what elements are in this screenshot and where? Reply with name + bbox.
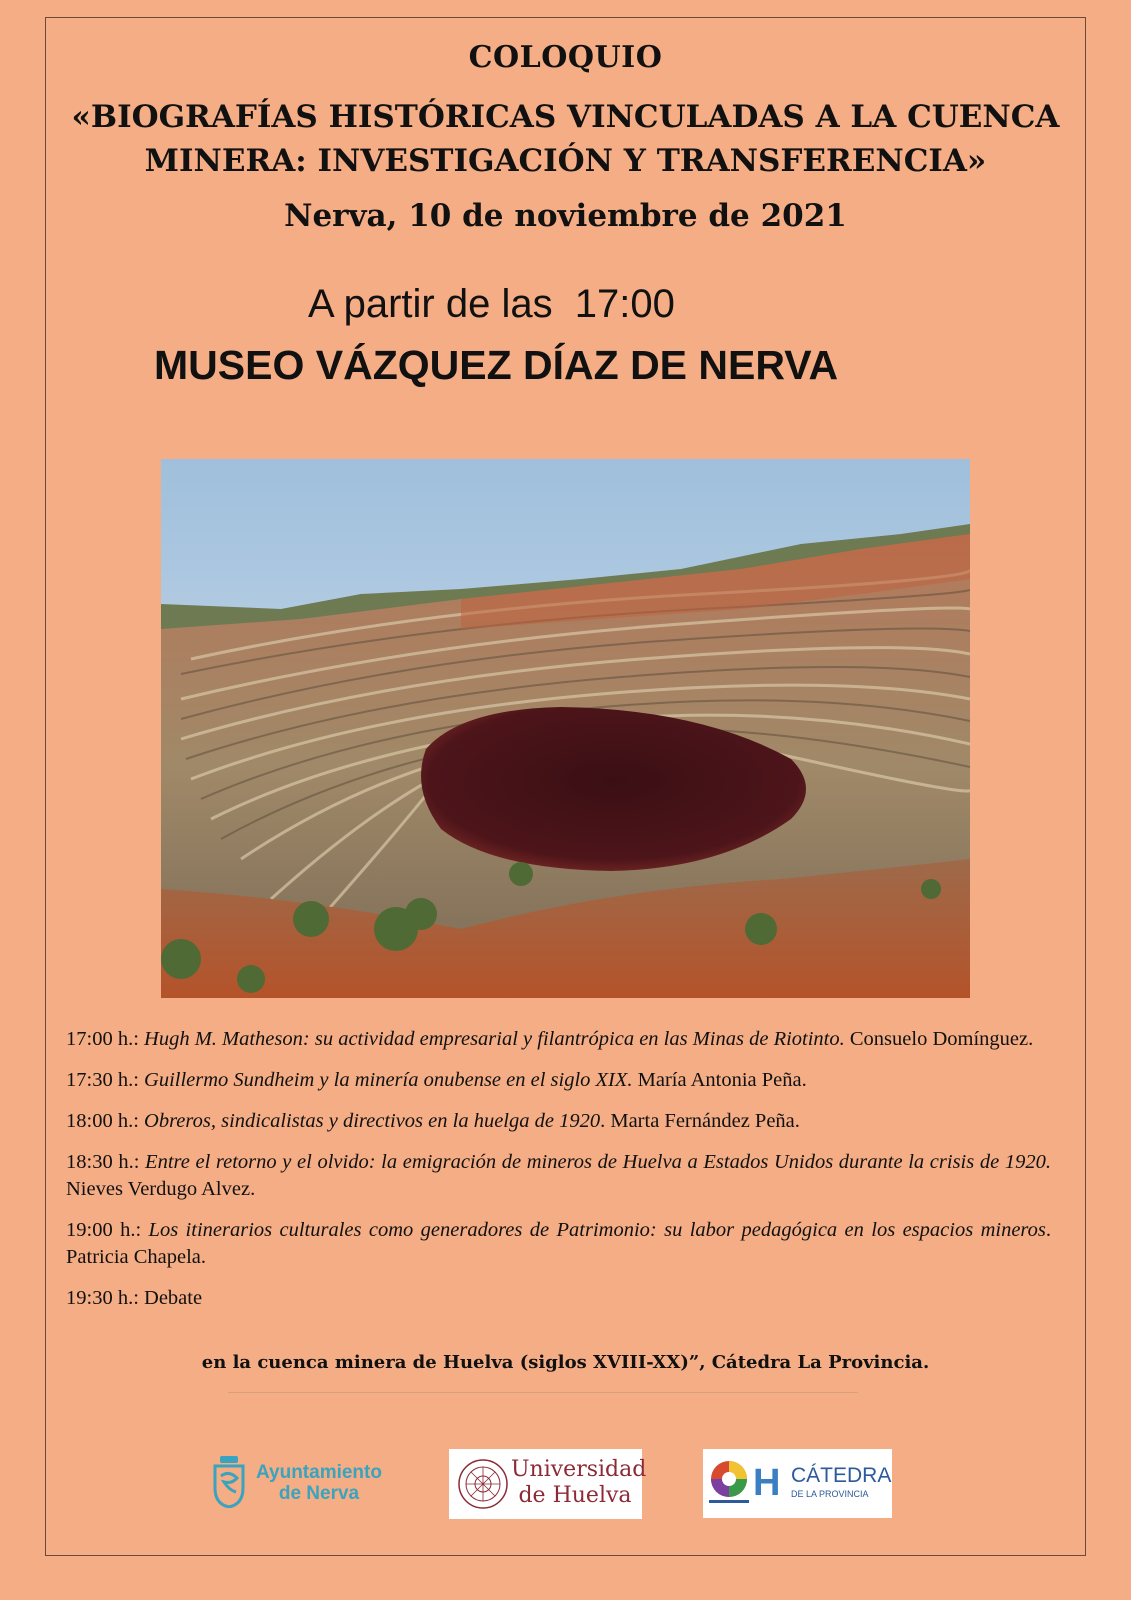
divider xyxy=(228,1392,858,1393)
program-item-speaker: Nieves Verdugo Alvez. xyxy=(66,1178,256,1200)
universidad-huelva-logo xyxy=(449,1449,647,1519)
program-item-speaker: . Marta Fernández Peña. xyxy=(600,1110,800,1132)
program-item xyxy=(66,1108,1051,1135)
event-title-line-1: «BIOGRAFÍAS HISTÓRICAS VINCULADAS A LA CUENCA xyxy=(71,99,1060,135)
program-item xyxy=(66,1067,1051,1094)
open-pit-mine-photo xyxy=(161,459,970,998)
program-item-time: 17:30 h.: xyxy=(66,1069,145,1091)
uhu-logo-line-1: Universidad xyxy=(511,1457,647,1482)
catedra-logo-line-2: DE LA PROVINCIA xyxy=(791,1489,869,1499)
event-venue: MUSEO VÁZQUEZ DÍAZ DE NERVA xyxy=(154,342,839,388)
program-item-talk: Obreros, sindicalistas y directivos en la huelga de 1920 xyxy=(144,1110,601,1132)
program-item xyxy=(66,1285,1051,1312)
nerva-logo-line-2: de Nerva xyxy=(278,1483,360,1504)
program-item-time: 19:00 h.: xyxy=(66,1219,149,1241)
program-item-talk: Guillermo Sundheim y la minería onubense en el siglo XIX. xyxy=(144,1069,633,1091)
event-title xyxy=(0,95,1131,183)
program-item xyxy=(66,1026,1051,1053)
program-item-time: 19:30 h.: Debate xyxy=(66,1287,203,1309)
nerva-logo-line-1: Ayuntamiento xyxy=(256,1462,382,1483)
catedra-logo-line-1: CÁTEDRA xyxy=(791,1464,892,1487)
event-date: Nerva, 10 de noviembre de 2021 xyxy=(284,198,847,234)
program-item xyxy=(66,1217,1051,1271)
program-item-talk: Entre el retorno y el olvido: la emigración de mineros de Huelva a Estados Unidos durante la crisis de 1920. xyxy=(145,1151,1051,1173)
program-item-talk: Hugh M. Matheson: su actividad empresarial y filantrópica en las Minas de Riotinto. xyxy=(144,1028,845,1050)
ayuntamiento-nerva-logo xyxy=(212,1452,407,1512)
university-seal-icon xyxy=(457,1456,509,1512)
program-item-speaker: María Antonia Peña. xyxy=(632,1069,807,1091)
uhu-logo-line-2: de Huelva xyxy=(518,1483,632,1508)
program-item-time: 18:30 h.: xyxy=(66,1151,146,1173)
program-item-time: 17:00 h.: xyxy=(66,1028,145,1050)
sponsor-note: en la cuenca minera de Huelva (siglos XVIII-XX)”, Cátedra La Provincia. xyxy=(201,1352,930,1373)
program-item-talk: Los itinerarios culturales como generadores de Patrimonio: su labor pedagógica en los espacios mineros xyxy=(148,1219,1046,1241)
program-item xyxy=(66,1149,1051,1203)
event-time: A partir de las 17:00 xyxy=(308,282,675,326)
event-kicker: COLOQUIO xyxy=(468,40,663,75)
program-item-time: 18:00 h.: xyxy=(66,1110,145,1132)
nerva-logo-text xyxy=(256,1462,382,1504)
program-item-speaker: . Patricia Chapela. xyxy=(66,1219,1051,1268)
event-title-line-2: MINERA: INVESTIGACIÓN Y TRANSFERENCIA» xyxy=(144,143,987,179)
uhu-logo-text xyxy=(511,1457,647,1509)
catedra-provincia-logo xyxy=(703,1449,892,1518)
program-item-speaker: Consuelo Domínguez. xyxy=(844,1028,1034,1050)
nerva-shield-icon xyxy=(212,1456,246,1508)
catedra-h-mark: H xyxy=(753,1462,781,1504)
program-list xyxy=(66,1026,1051,1326)
provincia-emblem-icon xyxy=(709,1459,749,1503)
